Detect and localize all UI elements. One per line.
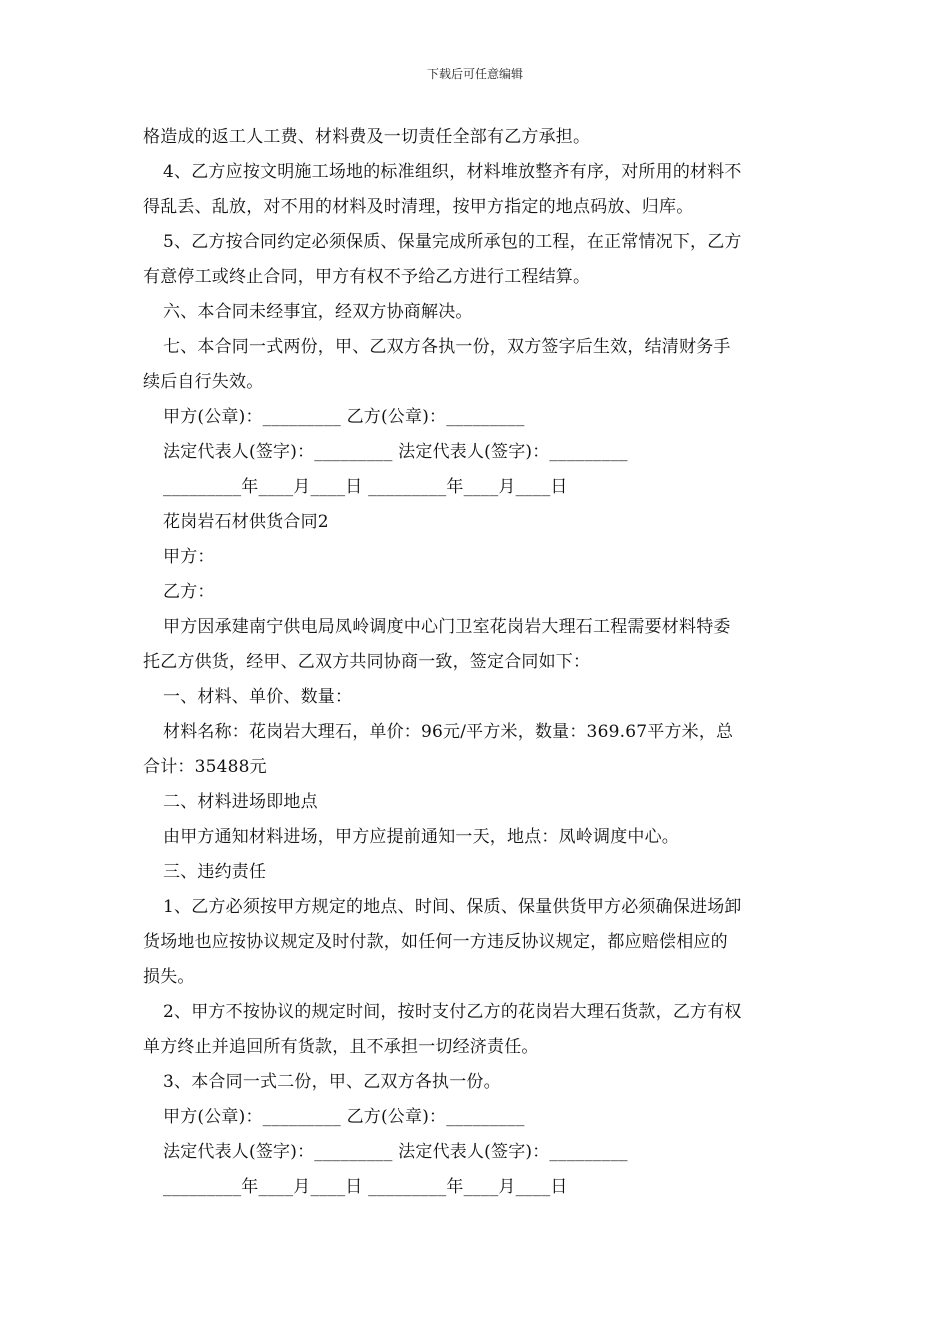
text-line: 5、乙方按合同约定必须保质、保量完成所承包的工程，在正常情况下，乙方: [163, 232, 742, 252]
text-line: 材料名称：花岗岩大理石，单价：96元/平方米，数量：369.67平方米，总: [163, 722, 734, 742]
text-line: 4、乙方应按文明施工场地的标准组织，材料堆放整齐有序，对所用的材料不: [163, 162, 742, 182]
text-line: 法定代表人(签字)：_________ 法定代表人(签字)：_________: [163, 1142, 628, 1162]
text-line: 损失。: [143, 967, 195, 987]
text-line: 甲方(公章)：_________ 乙方(公章)：_________: [163, 407, 525, 427]
text-line: 托乙方供货，经甲、乙双方共同协商一致，签定合同如下：: [143, 652, 591, 672]
text-line: 1、乙方必须按甲方规定的地点、时间、保质、保量供货甲方必须确保进场卸: [163, 897, 742, 917]
document-body: [143, 120, 813, 1205]
text-line: 七、本合同一式两份，甲、乙双方各执一份，双方签字后生效，结清财务手: [163, 337, 731, 357]
text-line: 三、违约责任: [163, 862, 267, 882]
text-line: 3、本合同一式二份，甲、乙双方各执一份。: [163, 1072, 501, 1092]
text-line: 有意停工或终止合同，甲方有权不予给乙方进行工程结算。: [143, 267, 591, 287]
text-line: 格造成的返工人工费、材料费及一切责任全部有乙方承担。: [143, 127, 591, 147]
text-line: 得乱丢、乱放，对不用的材料及时清理，按甲方指定的地点码放、归库。: [143, 197, 694, 217]
text-line: 甲方因承建南宁供电局凤岭调度中心门卫室花岗岩大理石工程需要材料特委: [163, 617, 731, 637]
text-line: 2、甲方不按协议的规定时间，按时支付乙方的花岗岩大理石货款，乙方有权: [163, 1002, 742, 1022]
page-header: 下载后可任意编辑: [426, 67, 523, 81]
text-line: 乙方：: [163, 582, 215, 602]
text-line: 合计：35488元: [143, 757, 267, 777]
text-line: 甲方(公章)：_________ 乙方(公章)：_________: [163, 1107, 525, 1127]
text-line: 六、本合同未经事宜，经双方协商解决。: [163, 302, 473, 322]
text-line: 一、材料、单价、数量：: [163, 687, 353, 707]
text-line: 法定代表人(签字)：_________ 法定代表人(签字)：_________: [163, 442, 628, 462]
text-line: _________年____月____日 _________年____月____日: [163, 1177, 568, 1197]
text-line: 单方终止并追回所有货款，且不承担一切经济责任。: [143, 1037, 539, 1057]
text-line: 由甲方通知材料进场，甲方应提前通知一天，地点：凤岭调度中心。: [163, 827, 679, 847]
text-line: 续后自行失效。: [143, 372, 264, 392]
text-line: 花岗岩石材供货合同2: [163, 512, 329, 532]
text-line: 甲方：: [163, 547, 215, 567]
text-line: 二、材料进场即地点: [163, 792, 318, 812]
text-line: 货场地也应按协议规定及时付款，如任何一方违反协议规定，都应赔偿相应的: [143, 932, 728, 952]
text-line: _________年____月____日 _________年____月____日: [163, 477, 568, 497]
